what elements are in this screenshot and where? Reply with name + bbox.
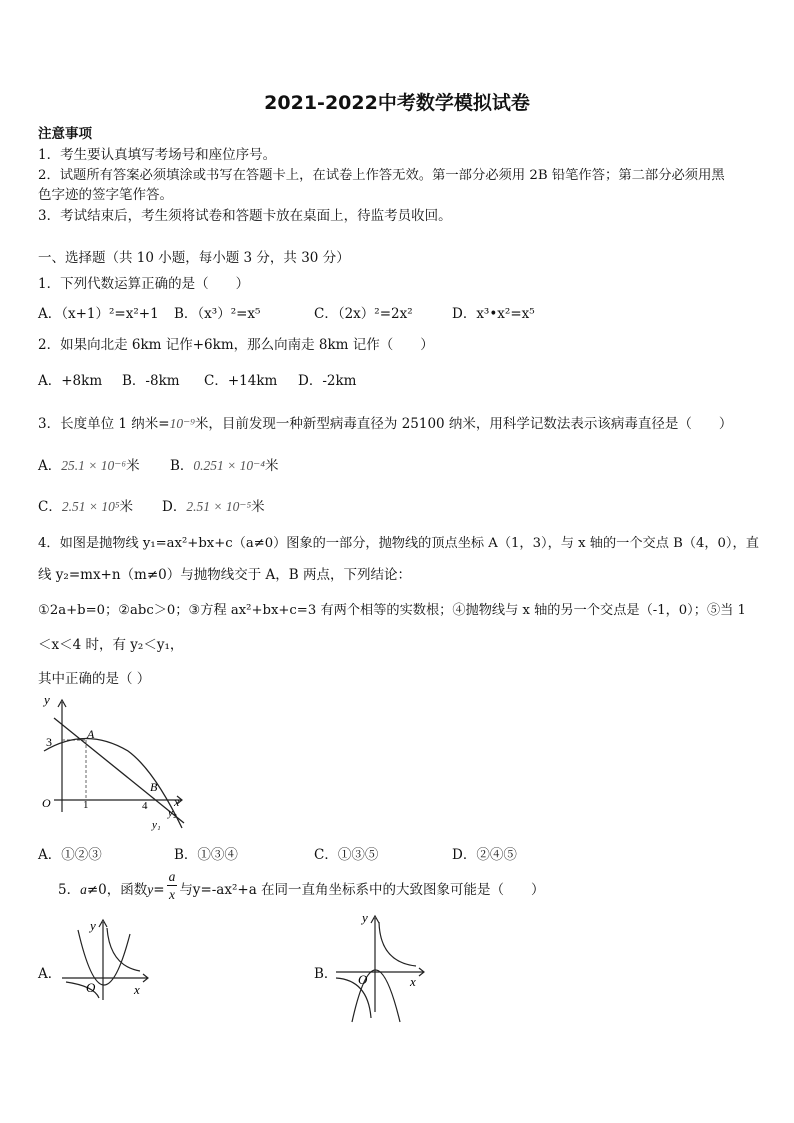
q3-option-label: B． (170, 458, 194, 474)
line-y2 (54, 718, 184, 823)
notice-item: 3．考试结束后，考生须将试卷和答题卡放在桌面上，待监考员收回。 (38, 208, 452, 224)
parabola-y1 (44, 739, 182, 829)
section-heading: 一、选择题（共 10 小题，每小题 3 分，共 30 分） (38, 250, 350, 266)
q5-graph-a (60, 916, 160, 1000)
q4-graph (36, 688, 196, 833)
question-3-stem (38, 412, 732, 432)
q4-option-a[interactable]: A．①②③ (38, 847, 102, 863)
q1-option-d[interactable]: D．x³•x²=x⁵ (452, 306, 535, 322)
graph-point-b: B (150, 780, 158, 794)
q5-fraction (167, 868, 178, 903)
q3-option-d[interactable] (162, 495, 265, 515)
q2-option-d[interactable]: D．-2km (298, 373, 357, 389)
q5-stem-mid: ≠0，函数 (86, 882, 148, 898)
q4-option-b[interactable]: B．①③④ (174, 847, 238, 863)
q3-option-a[interactable] (38, 454, 140, 474)
q5-option-a[interactable]: A． (38, 966, 62, 982)
q5-fraction-den: x (168, 887, 175, 902)
q5-stem-y: y (147, 882, 154, 897)
q1-option-b[interactable]: B．（x³）²=x⁵ (174, 306, 261, 322)
q3-option-unit: 米 (264, 458, 279, 474)
q3-option-unit: 米 (251, 499, 265, 515)
q3-option-label: A． (38, 458, 62, 474)
q5-fraction-num: a (168, 869, 176, 884)
q3-stem-math: 10⁻⁹ (169, 416, 195, 431)
q3-option-math: 2.51 × 10⁻⁵ (186, 499, 252, 514)
question-4-line: ①2a+b=0；②abc＞0；③方程 ax²+bx+c=3 有两个相等的实数根；④抛物线与 x 轴的另一个交点是（-1，0）；⑤当 1 (38, 603, 746, 618)
q4-option-d[interactable]: D．②④⑤ (452, 847, 517, 863)
hyperbola-branch (107, 928, 140, 971)
question-4-line: ＜x＜4 时，有 y₂＜y₁， (38, 637, 184, 653)
q3-stem-post: 米，目前发现一种新型病毒直径为 25100 纳米，用科学记数法表示该病毒直径是（ ） (194, 416, 733, 432)
q4-option-c[interactable]: C．①③⑤ (314, 847, 379, 863)
graph-y-label: y (90, 918, 96, 933)
page-title: 2021-2022中考数学模拟试卷 (264, 92, 530, 114)
graph-x-label: x (134, 982, 140, 997)
q3-stem-pre: 3．长度单位 1 纳米= (38, 416, 170, 432)
q5-stem-eq: = (153, 882, 165, 898)
graph-three-label: 3 (46, 735, 52, 749)
graph-one-label: 1 (83, 799, 89, 811)
q3-option-b[interactable] (170, 454, 278, 474)
graph-origin: O (86, 980, 96, 995)
q5-stem-pre: 5． (58, 882, 81, 898)
graph-point-a: A (87, 727, 95, 741)
notice-heading: 注意事项 (38, 126, 92, 142)
q3-option-label: D． (162, 499, 187, 515)
q2-option-c[interactable]: C．+14km (204, 373, 278, 389)
graph-y2-label: y₂ (168, 807, 177, 819)
q5-graph-b (334, 908, 434, 1024)
q5-option-b[interactable]: B． (314, 966, 338, 982)
graph-origin: O (42, 796, 51, 810)
graph-y-label: y (362, 910, 368, 925)
graph-y-label: y (44, 692, 50, 707)
graph-x-label: x (410, 974, 416, 989)
q3-option-unit: 米 (126, 458, 140, 474)
q3-option-math: 2.51 × 10⁵ (61, 499, 120, 514)
q5-stem-a: a (80, 882, 87, 897)
q3-option-math: 25.1 × 10⁻⁶ (61, 458, 127, 473)
q3-option-unit: 米 (119, 499, 134, 515)
notice-item: 2．试题所有答案必须填涂或书写在答题卡上，在试卷上作答无效。第一部分必须用 2B 铅笔作答；第二部分必须用黑 (38, 168, 725, 183)
notice-item: 色字迹的签字笔作答。 (38, 187, 173, 203)
q3-option-label: C． (38, 499, 62, 515)
graph-x-label: x (174, 795, 180, 809)
question-1-stem: 1．下列代数运算正确的是（ ） (38, 276, 250, 292)
question-4-line: 线 y₂=mx+n（m≠0）与抛物线交于 A，B 两点，下列结论： (38, 567, 412, 583)
q5-stem-post: 与y=-ax²+a 在同一直角坐标系中的大致图象可能是（ ） (179, 882, 545, 898)
question-4-line: 其中正确的是（ ） (38, 671, 151, 687)
notice-item: 1．考生要认真填写考场号和座位序号。 (38, 147, 277, 163)
question-5-stem (58, 868, 545, 908)
graph-origin: O (358, 972, 368, 987)
question-4-line: 4．如图是抛物线 y₁=ax²+bx+c（a≠0）图象的一部分，抛物线的顶点坐标 A（1，3），与 x 轴的一个交点 B（4，0），直 (38, 536, 759, 551)
graph-y1-label: y₁ (152, 819, 161, 831)
question-2-stem: 2．如果向北走 6km 记作+6km，那么向南走 8km 记作（ ） (38, 337, 434, 353)
q2-option-a[interactable]: A．+8km (38, 373, 103, 389)
q1-option-c[interactable]: C．（2x）²=2x² (314, 306, 413, 322)
q1-option-a[interactable]: A．（x+1）²=x²+1 (38, 306, 159, 322)
parabola (78, 930, 130, 985)
q2-option-b[interactable]: B．-8km (122, 373, 180, 389)
q3-option-c[interactable] (38, 495, 133, 515)
graph-four-label: 4 (142, 800, 148, 812)
q3-option-math: 0.251 × 10⁻⁴ (193, 458, 265, 473)
hyperbola-branch (379, 922, 416, 966)
